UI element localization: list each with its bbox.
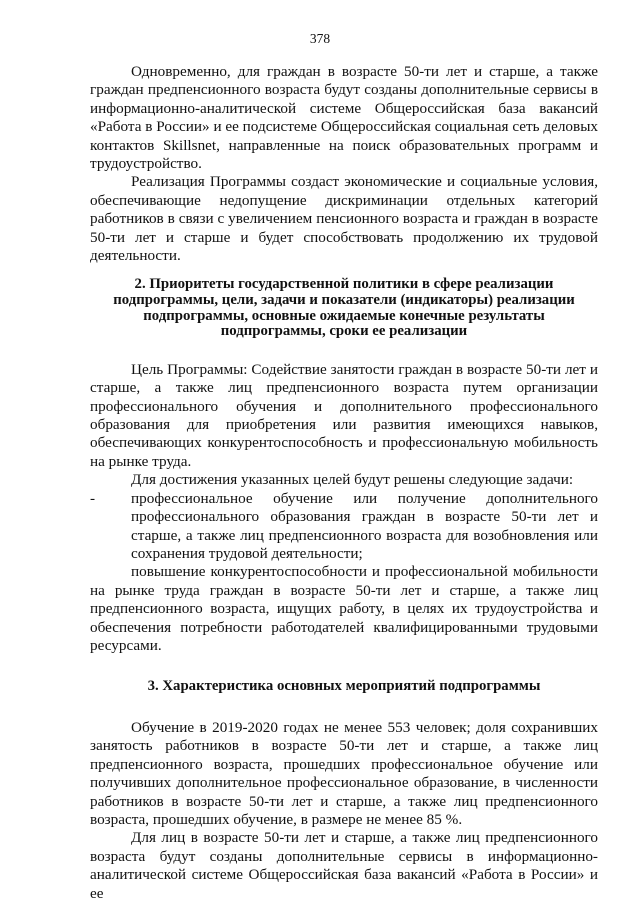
section-2-heading xyxy=(90,277,598,339)
section-2-heading-line: подпрограммы, основные ожидаемые конечные результаты xyxy=(143,307,545,324)
section-2-heading-line: подпрограммы, сроки ее реализации xyxy=(220,323,468,340)
section-3-heading: 3. Характеристика основных мероприятий подпрограммы xyxy=(147,678,541,695)
tasks-intro: Для достижения указанных целей будут решены следующие задачи: xyxy=(131,471,574,489)
intro-paragraph-2: Реализация Программы создаст экономические и социальные условия, обеспечивающие недопущение дискриминации отдельных категорий работников в связи с увеличением пенсионного возраста и граждан в возрасте 50-ти лет и старше и будет способствовать продолжению их трудовой деятельности. xyxy=(90,173,598,265)
section-3-paragraph-1: Обучение в 2019-2020 годах не менее 553 человек; доля сохранивших занятость работников в возрасте 50-ти лет и старше, а также лиц предпенсионного возраста, прошедших профессиональное обучение или получивших дополнительное профессиональное образование, в численности работников в возрасте 50-ти лет и старше, а также лиц предпенсионного возраста, прошедших обучение, в размере не менее 85 %. xyxy=(90,718,598,828)
task-text-2: повышение конкурентоспособности и профессиональной мобильности на рынке труда граждан в возрасте 50-ти лет и старше, а также лиц предпенсионного возраста, ищущих работу, в целях их трудоустройства и обеспечения потребности работодателей квалифицированными трудовыми ресурсами. xyxy=(90,563,598,654)
section-2-heading-line: 2. Приоритеты государственной политики в сфере реализации xyxy=(134,276,554,293)
intro-paragraph-1: Одновременно, для граждан в возрасте 50-ти лет и старше, а также граждан предпенсионного возраста будут созданы дополнительные сервисы в информационно-аналитической системе Общероссийская база вакансий «Работа в России» и ее подсистеме Общероссийская социальная сеть деловых контактов Skillsnet, направленные на поиск образовательных программ и трудоустройство. xyxy=(90,63,598,173)
page-number: 378 xyxy=(309,31,331,46)
section-3-paragraph-2: Для лиц в возрасте 50-ти лет и старше, а также лиц предпенсионного возраста будут созданы дополнительные сервисы в информационно-аналитической системе Общероссийская база вакансий «Работа в России» и ее xyxy=(90,829,598,902)
task-text-1: профессиональное обучение или получение дополнительного профессионального образования граждан в возрасте 50-ти лет и старше, а также лиц предпенсионного возраста для возобновления или сохранения трудовой деятельности; xyxy=(131,489,598,562)
task-item-1 xyxy=(90,490,598,564)
section-2-heading-line: подпрограммы, цели, задачи и показатели (индикаторы) реализации xyxy=(113,292,575,309)
page-body xyxy=(90,63,598,903)
goal-paragraph: Цель Программы: Содействие занятости граждан в возрасте 50-ти лет и старше, а также лиц предпенсионного возраста путем организации профессионального обучения и дополнительного профессионального образования для приобретения или развития имеющихся навыков, обеспечивающих конкурентоспособность и профессиональную мобильность на рынке труда. xyxy=(90,360,598,470)
dash-marker: - xyxy=(90,489,96,507)
